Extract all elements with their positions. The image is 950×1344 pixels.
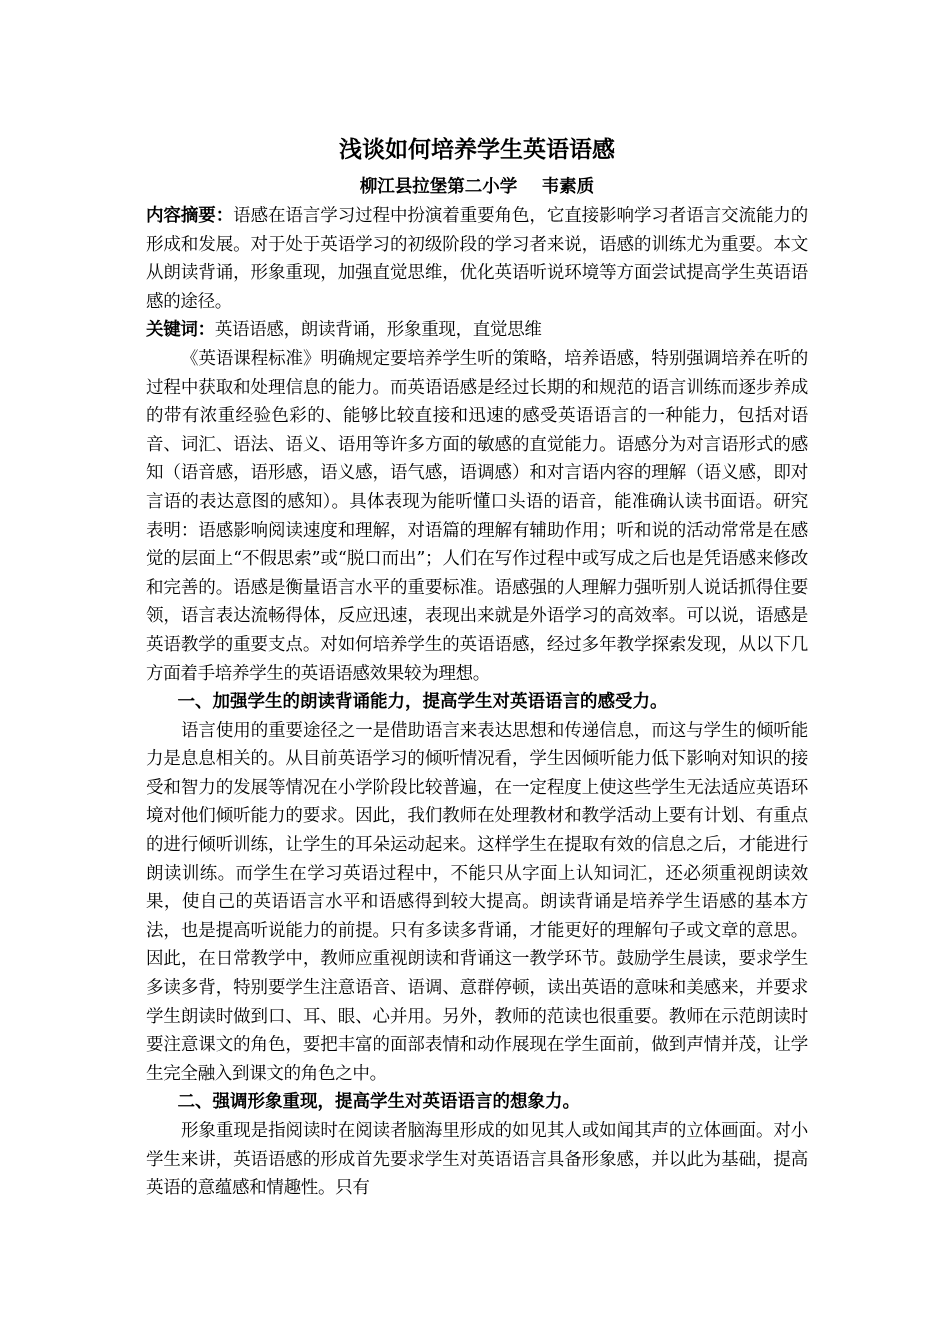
section-paragraph-2: 形象重现是指阅读时在阅读者脑海里形成的如见其人或如闻其声的立体画面。对小学生来讲，英语语感的形成首先要求学生对英语语言具备形象感，并以此为基础，提高英语的意蕴感和情趣性。只有 bbox=[146, 1121, 808, 1199]
section-heading-1: 一、加强学生的朗读背诵能力，提高学生对英语语言的感受力。 bbox=[177, 692, 668, 713]
document-page bbox=[146, 132, 808, 1203]
abstract-text: 语感在语言学习过程中扮演着重要角色，它直接影响学习者语言交流能力的形成和发展。对于处于英语学习的初级阶段的学习者来说，语感的训练尤为重要。本文从朗读背诵，形象重现，加强直觉思维，优化英语听说环境等方面尝试提高学生英语语感的途径。 bbox=[146, 206, 808, 312]
section-paragraph-1: 语言使用的重要途径之一是借助语言来表达思想和传递信息，而这与学生的倾听能力是息息相关的。从目前英语学习的倾听情况看，学生因倾听能力低下影响对知识的接受和智力的发展等情况在小学阶段比较普遍，在一定程度上使这些学生无法适应英语环境对他们倾听能力的要求。因此，我们教师在处理教材和教学活动上要有计划、有重点的进行倾听训练，让学生的耳朵运动起来。这样学生在提取有效的信息之后，才能进行朗读训练。而学生在学习英语过程中，不能只从字面上认知词汇，还必须重视朗读效果，使自己的英语语言水平和语感得到较大提高。朗读背诵是培养学生语感的基本方法，也是提高听说能力的前提。只有多读多背诵，才能更好的理解句子或文章的意思。因此，在日常教学中，教师应重视朗读和背诵这一教学环节。鼓励学生晨读，要求学生多读多背，特别要学生注意语音、语调、意群停顿，读出英语的意味和美感来，并要求学生朗读时做到口、耳、眼、心并用。另外，教师的范读也很重要。教师在示范朗读时要注意课文的角色，要把丰富的面部表情和动作展现在学生面前，做到声情并茂，让学生完全融入到课文的角色之中。 bbox=[146, 720, 808, 1084]
abstract-label: 内容摘要： bbox=[146, 206, 234, 226]
keywords-text: 英语语感，朗读背诵，形象重现，直觉思维 bbox=[214, 320, 542, 341]
section-heading-2: 二、强调形象重现，提高学生对英语语言的想象力。 bbox=[177, 1092, 580, 1113]
abstract-paragraph bbox=[146, 202, 808, 316]
keywords-label: 关键词： bbox=[146, 320, 215, 341]
author-line: 柳江县拉堡第二小学 韦素质 bbox=[359, 177, 595, 197]
keywords-paragraph bbox=[146, 316, 808, 345]
document-title: 浅谈如何培养学生英语语感 bbox=[339, 137, 615, 163]
intro-paragraph: 《英语课程标准》明确规定要培养学生听的策略，培养语感，特别强调培养在听的过程中获取和处理信息的能力。而英语语感是经过长期的和规范的语言训练而逐步养成的带有浓重经验色彩的、能够比较直接和迅速的感受英语语言的一种能力，包括对语音、词汇、语法、语义、语用等许多方面的敏感的直觉能力。语感分为对言语形式的感知（语音感，语形感，语义感，语气感，语调感）和对言语内容的理解（语义感，即对言语的表达意图的感知）。具体表现为能听懂口头语的语音，能准确认读书面语。研究表明：语感影响阅读速度和理解，对语篇的理解有辅助作用；听和说的活动常常是在感觉的层面上“不假思索”或“脱口而出”；人们在写作过程中或写成之后也是凭语感来修改和完善的。语感是衡量语言水平的重要标准。语感强的人理解力强听别人说话抓得住要领，语言表达流畅得体，反应迅速，表现出来就是外语学习的高效率。可以说，语感是英语教学的重要支点。对如何培养学生的英语语感，经过多年教学探索发现，从以下几方面着手培养学生的英语语感效果较为理想。 bbox=[146, 348, 808, 684]
